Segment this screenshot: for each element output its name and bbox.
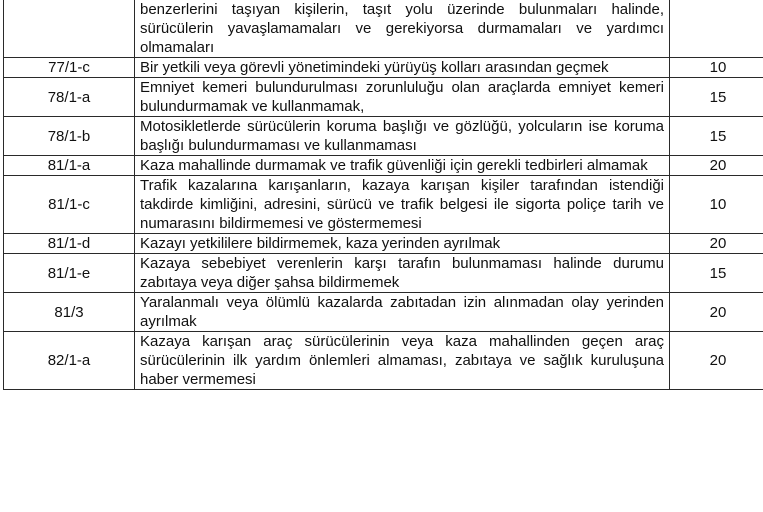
description-line: kemeri bulundurmamak ve kullanmamak, bbox=[140, 79, 665, 115]
description-line: benzerlerini taşıyan kişilerin, taşıt yolu üzerinde bulunmaları halinde, bbox=[140, 1, 664, 18]
penalty-points-cell: 10 bbox=[670, 58, 763, 78]
violation-description-cell bbox=[135, 234, 670, 254]
table-row bbox=[4, 176, 763, 234]
description-line: Trafik kazalarına karışanların, kazaya karışan kişiler tarafından bbox=[140, 177, 598, 194]
penalty-points-cell bbox=[670, 0, 763, 58]
description-line: sürücülerin yavaşlamamaları ve gerekiyorsa durmamaları ve bbox=[140, 20, 593, 37]
table-row bbox=[4, 78, 763, 117]
penalty-points-cell: 15 bbox=[670, 117, 763, 156]
article-number-cell: 81/1-a bbox=[4, 156, 135, 176]
table-row bbox=[4, 117, 763, 156]
violation-description-cell bbox=[135, 58, 670, 78]
violation-description-cell bbox=[135, 176, 670, 234]
description-line: Bir yetkili veya görevli yönetimindeki yürüyüş kolları arasından bbox=[140, 59, 552, 76]
table-row bbox=[4, 254, 763, 293]
table-row bbox=[4, 332, 763, 390]
violation-description-cell bbox=[135, 254, 670, 293]
description-line: Kaza mahallinde durmamak ve trafik güvenliği için gerekli tedbirleri bbox=[140, 157, 583, 174]
table-row bbox=[4, 234, 763, 254]
article-number-cell: 81/1-c bbox=[4, 176, 135, 234]
description-line: yerinden ayrılmak bbox=[140, 294, 664, 330]
violation-description-cell bbox=[135, 293, 670, 332]
violation-description-cell bbox=[135, 156, 670, 176]
table-row bbox=[4, 58, 763, 78]
table-row bbox=[4, 156, 763, 176]
description-line: Kazaya karışan araç sürücülerinin veya kaza mahallinden geçen araç bbox=[140, 333, 664, 350]
article-number-cell: 78/1-a bbox=[4, 78, 135, 117]
violation-description-cell bbox=[135, 0, 670, 58]
article-number-cell: 81/1-e bbox=[4, 254, 135, 293]
penalty-points-cell: 15 bbox=[670, 254, 763, 293]
table-row bbox=[4, 293, 763, 332]
article-number-cell: 82/1-a bbox=[4, 332, 135, 390]
penalty-points-cell: 15 bbox=[670, 78, 763, 117]
description-line: almamak bbox=[586, 157, 648, 174]
description-line: yardımcı olmamaları bbox=[140, 20, 664, 56]
penalty-points-cell: 20 bbox=[670, 332, 763, 390]
description-line: geçmek bbox=[556, 59, 609, 76]
penalty-points-cell: 10 bbox=[670, 176, 763, 234]
article-number-cell: 77/1-c bbox=[4, 58, 135, 78]
description-line: sürücülerinin ilk yardım önlemleri almaması, zabıtaya ve sağlık bbox=[140, 352, 583, 369]
penalty-points-cell: 20 bbox=[670, 156, 763, 176]
violation-description-cell bbox=[135, 117, 670, 156]
article-number-cell: 78/1-b bbox=[4, 117, 135, 156]
description-line: kuruluşuna haber vermemesi bbox=[140, 352, 665, 388]
penalty-points-cell: 20 bbox=[670, 234, 763, 254]
penalty-points-cell: 20 bbox=[670, 293, 763, 332]
penalty-points-table bbox=[3, 0, 763, 390]
table-row bbox=[4, 0, 763, 58]
description-line: Yaralanmalı veya ölümlü kazalarda zabıtadan izin alınmadan olay bbox=[140, 294, 599, 311]
description-line: istendiği takdirde kimliğini, adresini, sürücü ve trafik belgesi ile bbox=[140, 177, 665, 213]
article-number-cell bbox=[4, 0, 135, 58]
violation-description-cell bbox=[135, 332, 670, 390]
description-line: Kazaya sebebiyet verenlerin karşı tarafın bulunmaması halinde bbox=[140, 255, 602, 272]
description-line: Motosikletlerde sürücülerin koruma başlığı ve gözlüğü, yolcuların ise bbox=[140, 118, 608, 135]
description-line: sigorta poliçe tarih ve numarasını bildirmemesi ve göstermemesi bbox=[140, 196, 664, 232]
description-line: Emniyet kemeri bulundurulması zorunluluğu olan araçlarda emniyet bbox=[140, 79, 611, 96]
description-line: durumu zabıtaya veya diğer şahsa bildirmemek bbox=[140, 255, 664, 291]
article-number-cell: 81/1-d bbox=[4, 234, 135, 254]
penalty-table-body bbox=[4, 0, 763, 390]
description-line: Kazayı yetkililere bildirmemek, kaza yerinden ayrılmak bbox=[140, 235, 501, 252]
article-number-cell: 81/3 bbox=[4, 293, 135, 332]
violation-description-cell bbox=[135, 78, 670, 117]
description-line: koruma başlığı bulundurmaması ve kullanmaması bbox=[140, 118, 664, 154]
